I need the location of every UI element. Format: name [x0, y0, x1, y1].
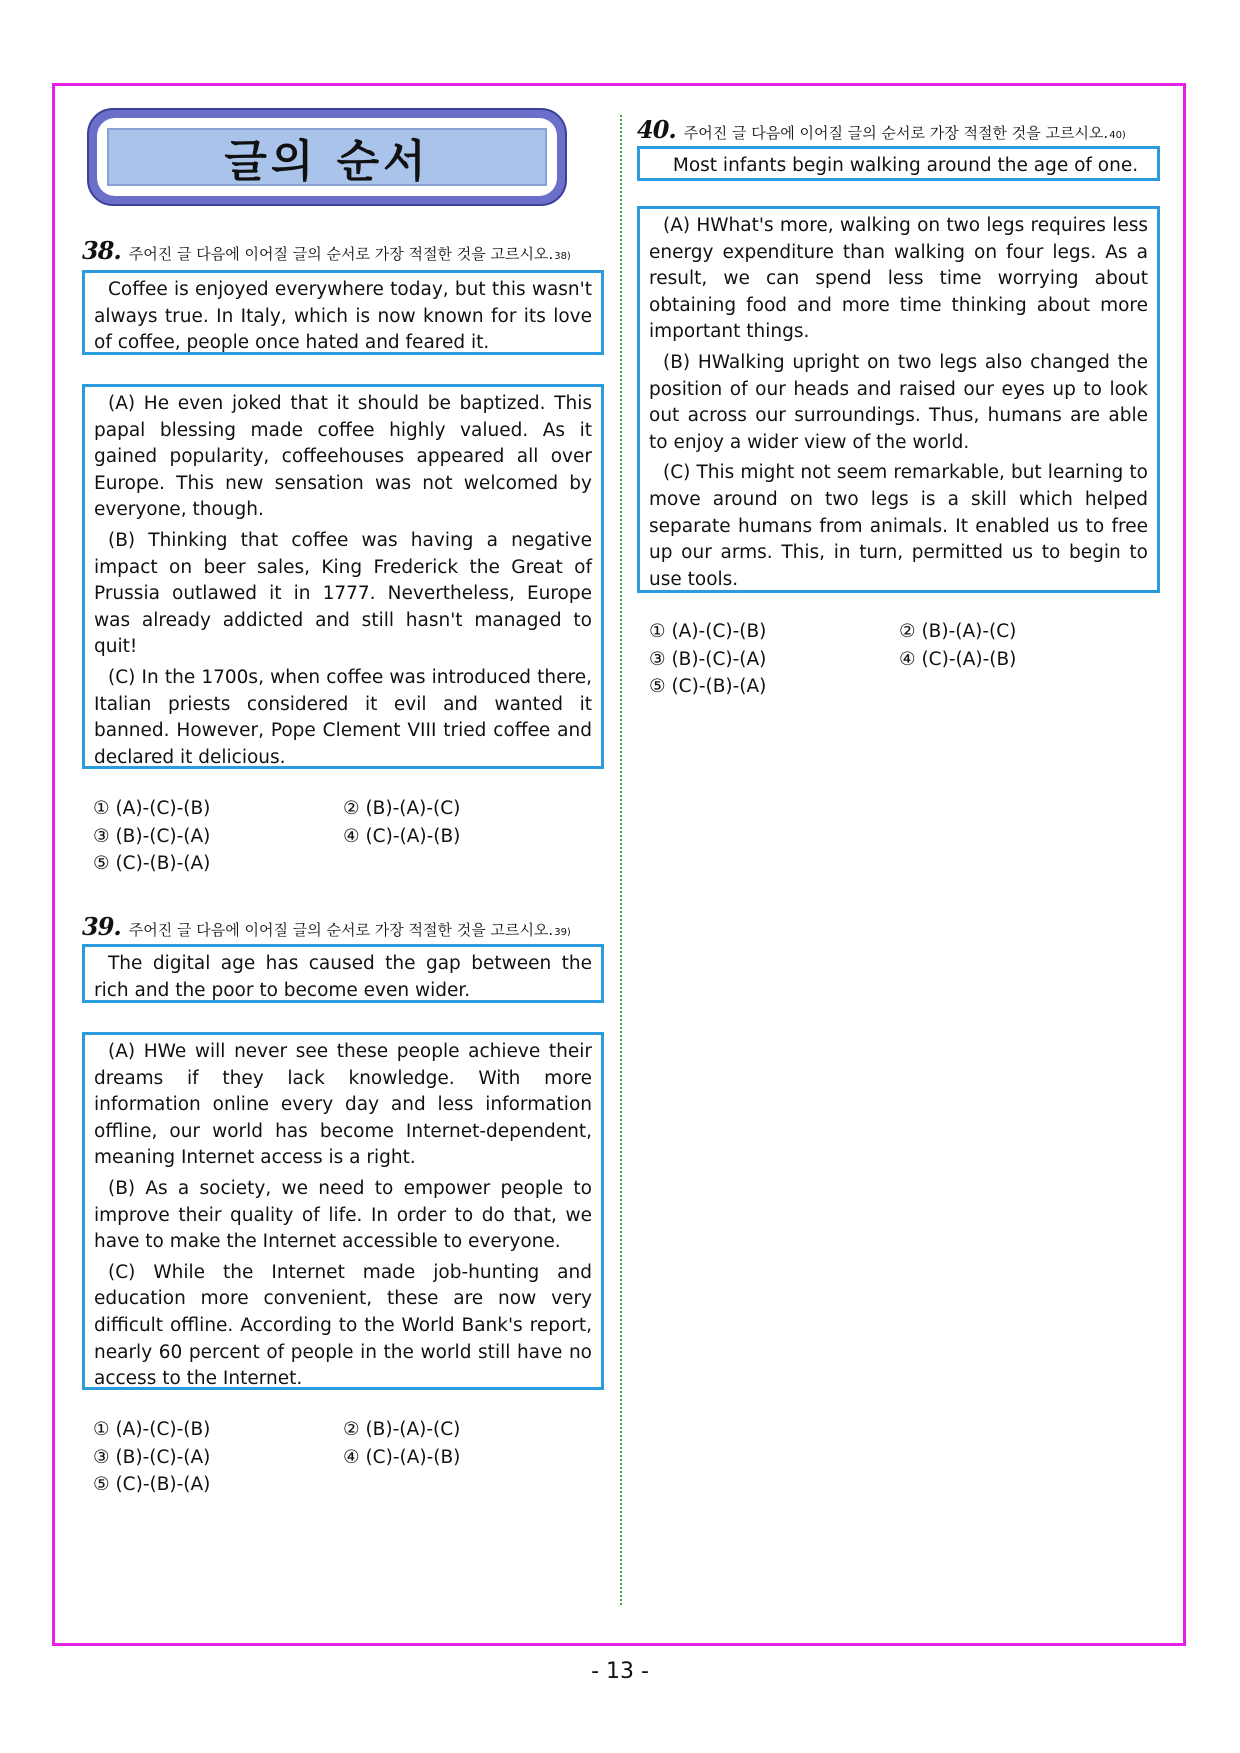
passage-c: (C) This might not seem remarkable, but learning to move around on two legs is a skill which helped separate humans from animals. It enabled us to free up our arms. This, in turn, permitted us to begin to use tools. [649, 462, 1148, 590]
question-39-choices [93, 1416, 593, 1499]
section-title-frame [97, 118, 557, 196]
choice-5[interactable]: ⑤ (C)-(B)-(A) [93, 853, 211, 874]
question-instruction: 주어진 글 다음에 이어질 글의 순서로 가장 적절한 것을 고르시오. [128, 245, 554, 263]
question-38-header [82, 236, 571, 265]
given-text: Most infants begin walking around the age of one. [672, 155, 1139, 176]
section-title: 글의 순서 [107, 128, 547, 186]
passage-a: (A) HWe will never see these people achieve their dreams if they lack knowledge. With more information online every day and less information offline, our world has become Internet-dependent, meaning Internet access is a right. [94, 1041, 592, 1169]
passage-b: (B) HWalking upright on two legs also changed the position of our heads and raised our eyes up to look out across our surroundings. Thus, humans are able to enjoy a wider view of the world. [649, 351, 1148, 453]
question-number: 40. [637, 115, 676, 144]
choice-2[interactable]: ② (B)-(A)-(C) [343, 798, 461, 819]
question-40-given-passage [637, 146, 1160, 181]
choice-4[interactable]: ④ (C)-(A)-(B) [343, 825, 461, 847]
choice-4[interactable]: ④ (C)-(A)-(B) [899, 648, 1017, 670]
page-number: - 13 - [591, 1659, 649, 1684]
passage-c: (C) In the 1700s, when coffee was introduced there, Italian priests considered it evil and wanted it banned. However, Pope Clement VIII tried coffee and declared it delicious. [94, 666, 592, 768]
choice-2[interactable]: ② (B)-(A)-(C) [343, 1419, 461, 1440]
question-40-choices [649, 618, 1149, 701]
question-39-given-passage [82, 944, 604, 1003]
question-number: 39. [82, 912, 121, 941]
question-40-header [637, 115, 1126, 144]
question-40-passages [637, 206, 1160, 593]
footnote-marker: 39) [554, 927, 571, 938]
question-39-passages [82, 1032, 604, 1390]
choice-2[interactable]: ② (B)-(A)-(C) [899, 621, 1017, 642]
passage-a: (A) HWhat's more, walking on two legs requires less energy expenditure than walking on four legs. As a result, we can spend less time worrying about obtaining food and more time thinking about more important things. [649, 215, 1148, 343]
column-divider [620, 115, 622, 1605]
question-38-passages [82, 384, 604, 769]
footnote-marker: 40) [1109, 130, 1126, 141]
choice-3[interactable]: ③ (B)-(C)-(A) [93, 825, 211, 847]
choice-1[interactable]: ① (A)-(C)-(B) [93, 1419, 211, 1440]
choice-4[interactable]: ④ (C)-(A)-(B) [343, 1446, 461, 1468]
question-39-header [82, 912, 571, 941]
question-instruction: 주어진 글 다음에 이어질 글의 순서로 가장 적절한 것을 고르시오. [683, 124, 1109, 142]
passage-b: (B) Thinking that coffee was having a negative impact on beer sales, King Frederick the Great of Prussia outlawed it in 1777. Nevertheless, Europe was already addicted and still hasn't managed to quit! [94, 529, 592, 658]
passage-c: (C) While the Internet made job-hunting and education more convenient, these are now very difficult offline. According to the World Bank's report, nearly 60 percent of people in the world still have no access to the Internet. [94, 1261, 592, 1390]
given-text: Coffee is enjoyed everywhere today, but this wasn't always true. In Italy, which is now known for its love of coffee, people once hated and feared it. [94, 279, 592, 354]
choice-3[interactable]: ③ (B)-(C)-(A) [649, 648, 767, 670]
passage-a: (A) He even joked that it should be baptized. This papal blessing made coffee highly valued. As it gained popularity, coffeehouses appeared all over Europe. This new sensation was not welcomed by everyone, though. [94, 393, 592, 521]
choice-1[interactable]: ① (A)-(C)-(B) [93, 798, 211, 819]
choice-5[interactable]: ⑤ (C)-(B)-(A) [649, 676, 767, 697]
footnote-marker: 38) [554, 251, 571, 262]
section-title-banner [87, 108, 567, 206]
question-instruction: 주어진 글 다음에 이어질 글의 순서로 가장 적절한 것을 고르시오. [128, 921, 554, 939]
question-number: 38. [82, 236, 121, 265]
choice-3[interactable]: ③ (B)-(C)-(A) [93, 1446, 211, 1468]
question-38-given-passage [82, 270, 604, 355]
passage-b: (B) As a society, we need to empower people to improve their quality of life. In order to do that, we have to make the Internet accessible to everyone. [94, 1177, 592, 1253]
given-text: The digital age has caused the gap between the rich and the poor to become even wider. [94, 953, 592, 1001]
choice-1[interactable]: ① (A)-(C)-(B) [649, 621, 767, 642]
question-38-choices [93, 795, 593, 878]
choice-5[interactable]: ⑤ (C)-(B)-(A) [93, 1474, 211, 1495]
